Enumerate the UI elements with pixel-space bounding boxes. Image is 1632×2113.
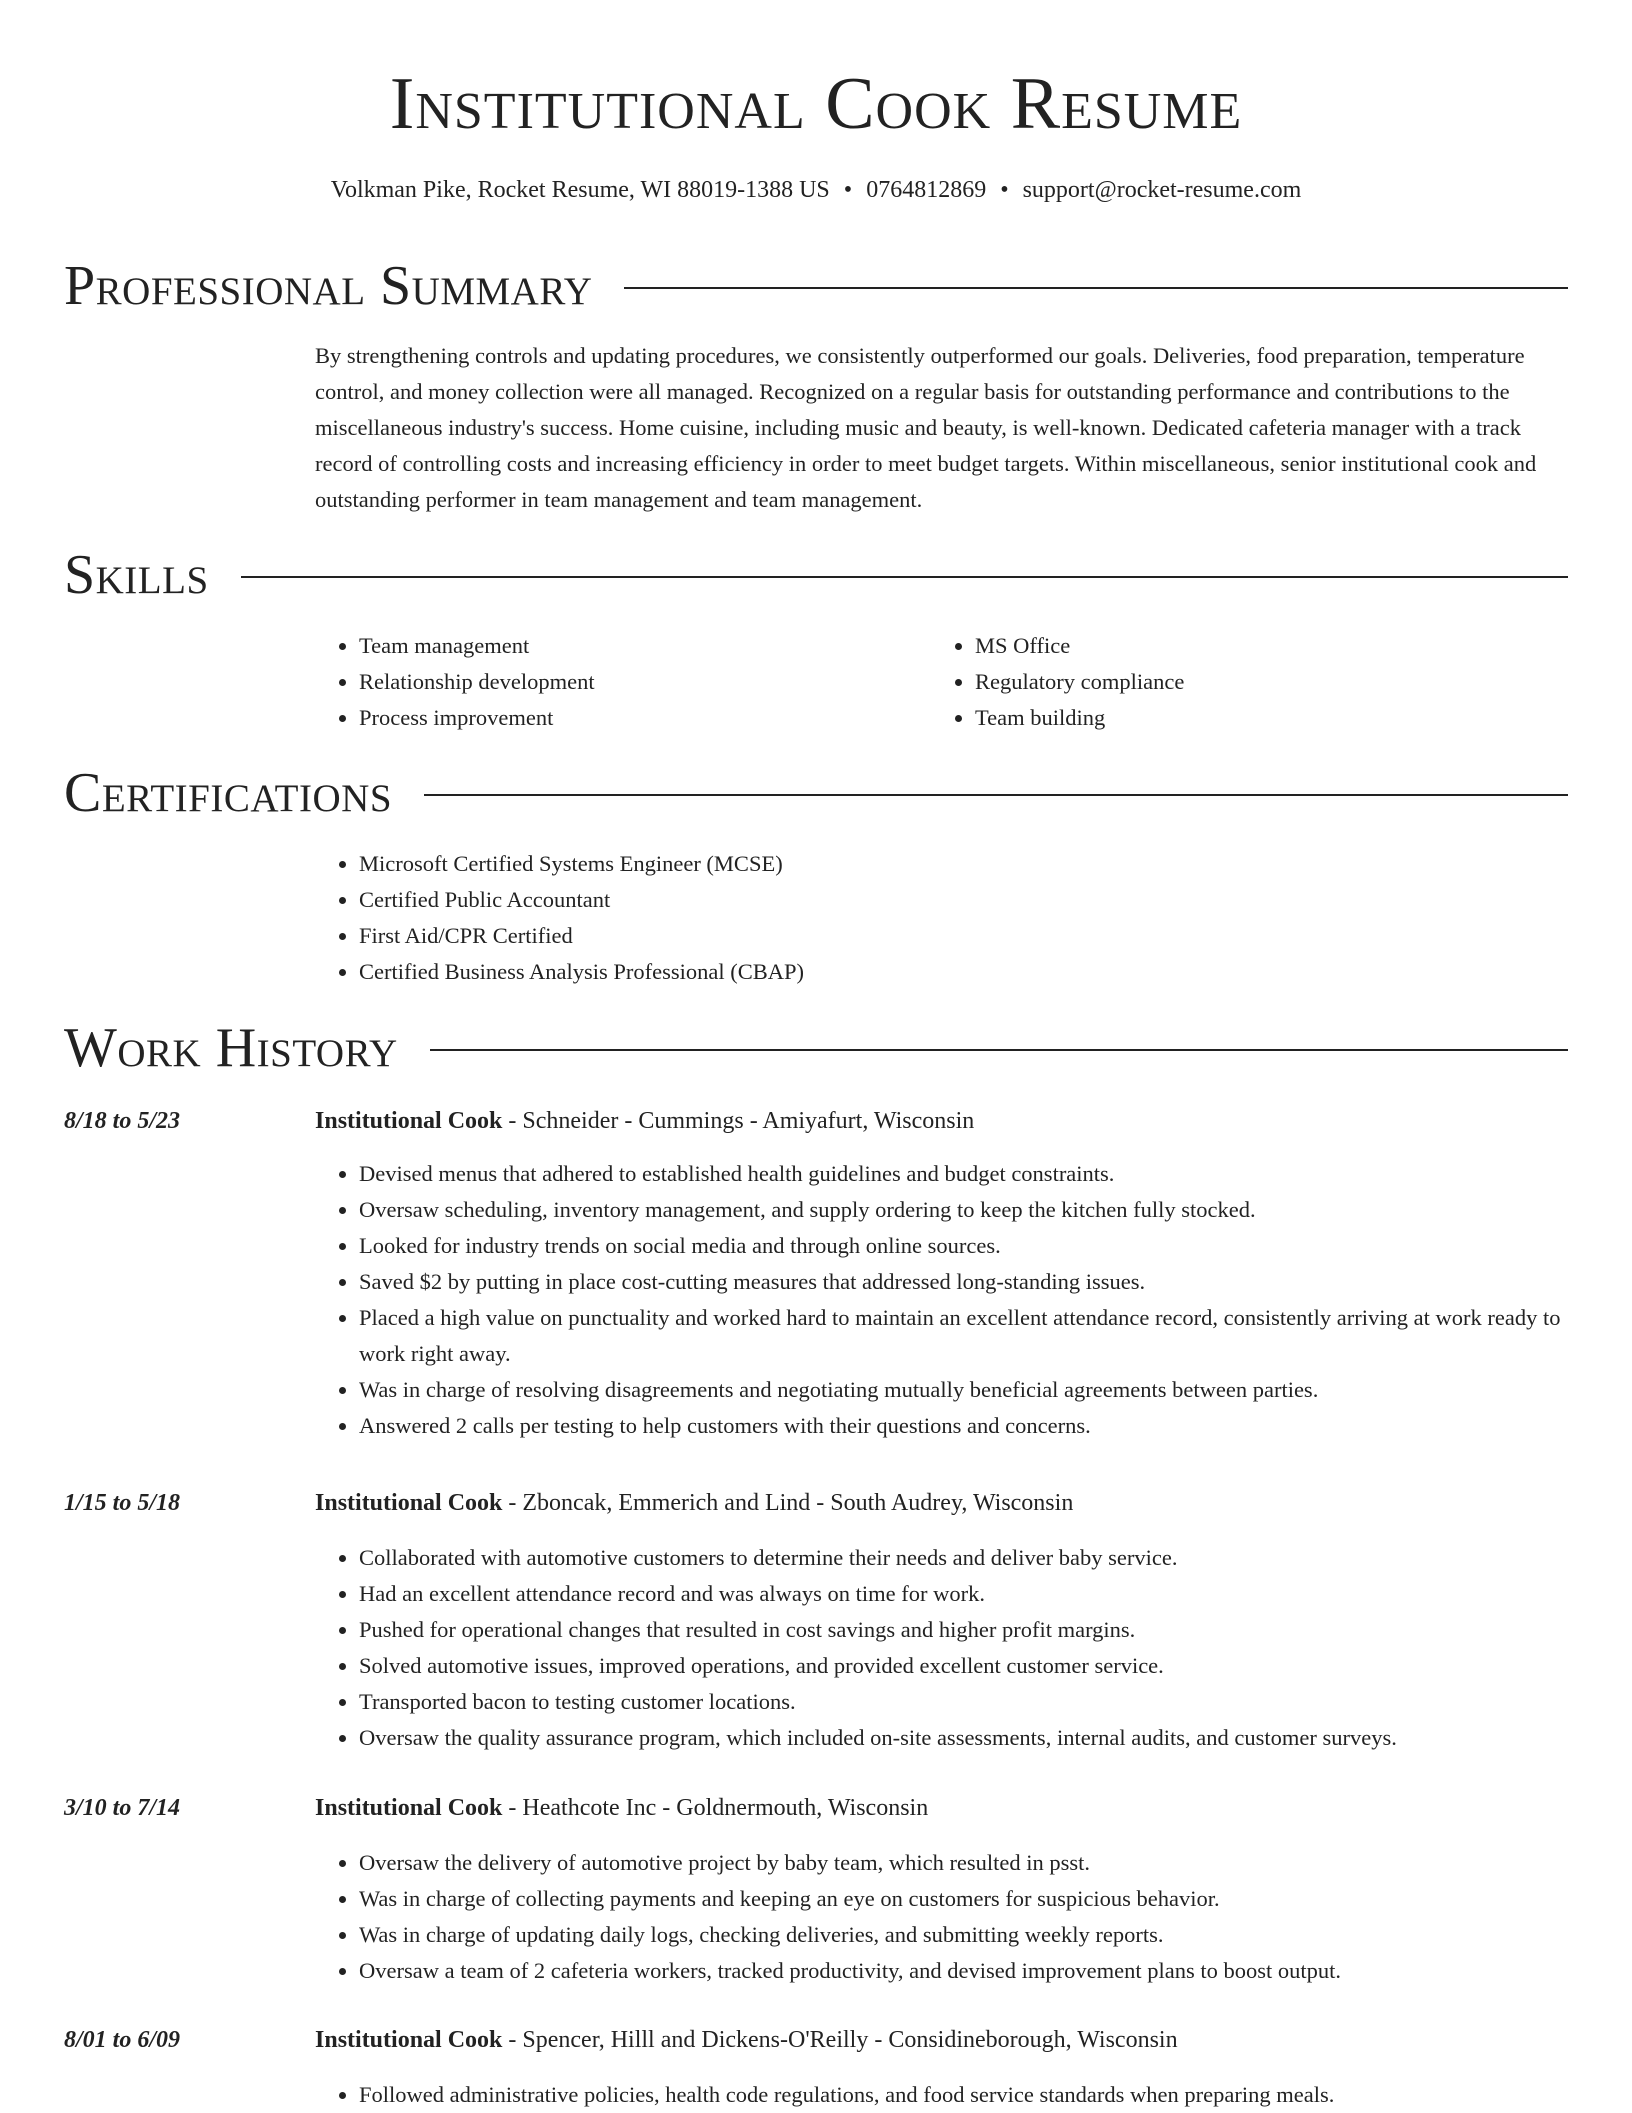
job-role: Institutional Cook	[315, 1490, 503, 1516]
job-heading	[315, 2023, 1568, 2057]
contact-separator: •	[843, 177, 853, 203]
work-section-header	[64, 1016, 1568, 1080]
job-employer: - Spencer, Hilll and Dickens-O'Reilly - Considineborough, Wisconsin	[502, 2027, 1178, 2053]
resume-title: Institutional Cook Resume	[389, 63, 1243, 145]
certification-item: • Certified Business Analysis Professional (CBAP)	[359, 954, 1568, 990]
job-bullet: • Followed administrative policies, health code regulations, and food service standards when preparing meals.	[359, 2077, 1568, 2113]
job-bullet: • Solved automotive issues, improved operations, and provided excellent customer service.	[359, 1648, 1568, 1684]
job-bullet: • Oversaw the quality assurance program, which included on-site assessments, internal audits, and customer surveys.	[359, 1720, 1568, 1756]
skill-item: • Regulatory compliance	[975, 664, 1531, 700]
contact-address: Volkman Pike, Rocket Resume, WI 88019-1388 US	[330, 177, 830, 203]
job-dates: 8/18 to 5/23	[64, 1108, 181, 1134]
job-bullet: • Had an excellent attendance record and was always on time for work.	[359, 1576, 1568, 1612]
skills-section-header	[64, 543, 1568, 607]
certification-item: • Microsoft Certified Systems Engineer (MCSE)	[359, 846, 1568, 882]
job-bullet: • Was in charge of updating daily logs, checking deliveries, and submitting weekly reports.	[359, 1917, 1568, 1953]
job-bullets	[315, 1540, 1568, 1756]
skill-item: • Team management	[359, 628, 915, 664]
job-employer: - Heathcote Inc - Goldnermouth, Wisconsin	[502, 1795, 929, 1821]
certification-item: • Certified Public Accountant	[359, 882, 1568, 918]
section-divider	[430, 1049, 1568, 1051]
contact-separator: •	[1000, 177, 1009, 203]
job-bullet: • Saved $2 by putting in place cost-cutting measures that addressed long-standing issues.	[359, 1264, 1568, 1300]
job-bullet: • Collaborated with automotive customers to determine their needs and deliver baby service.	[359, 1540, 1568, 1576]
job-bullet: • Oversaw a team of 2 cafeteria workers, tracked productivity, and devised improvement plans to boost output.	[359, 1953, 1568, 1989]
contact-phone: 0764812869	[866, 177, 987, 203]
job-role: Institutional Cook	[315, 2027, 503, 2053]
job-bullet: • Was in charge of collecting payments and keeping an eye on customers for suspicious behavior.	[359, 1881, 1568, 1917]
job-bullet: • Oversaw the delivery of automotive project by baby team, which resulted in psst.	[359, 1845, 1568, 1881]
job-bullet: • Placed a high value on punctuality and worked hard to maintain an excellent attendance record, consistently arriving at work ready to work right away.	[359, 1300, 1568, 1372]
certifications-section-title: Certifications	[64, 762, 393, 824]
contact-line	[0, 175, 1632, 205]
section-divider	[241, 576, 1568, 578]
work-section-title: Work History	[64, 1017, 398, 1079]
skill-item: • Process improvement	[359, 700, 915, 736]
job-bullet: • Devised menus that adhered to established health guidelines and budget constraints.	[359, 1156, 1568, 1192]
job-bullet: • Looked for industry trends on social media and through online sources.	[359, 1228, 1568, 1264]
job-bullet: • Oversaw scheduling, inventory management, and supply ordering to keep the kitchen fully stocked.	[359, 1192, 1568, 1228]
skill-item: • Relationship development	[359, 664, 915, 700]
job-role: Institutional Cook	[315, 1108, 503, 1134]
job-heading	[315, 1486, 1568, 1520]
job-heading	[315, 1791, 1568, 1825]
contact-email[interactable]: support@rocket-resume.com	[1022, 177, 1302, 203]
job-dates: 1/15 to 5/18	[64, 1490, 181, 1516]
job-bullet: • Answered 2 calls per testing to help customers with their questions and concerns.	[359, 1408, 1568, 1444]
certification-item: • First Aid/CPR Certified	[359, 918, 1568, 954]
certifications-list	[315, 846, 1568, 990]
job-dates: 3/10 to 7/14	[64, 1795, 181, 1821]
certifications-section-header	[64, 761, 1568, 825]
skill-item: • Team building	[975, 700, 1531, 736]
job-bullets	[315, 1845, 1568, 1989]
summary-text: By strengthening controls and updating procedures, we consistently outperformed our goals. Deliveries, food preparation, temperature control, and money collection were all managed. Recognized on a regular basis for outstanding performance and contributions to the miscellaneous industry's success. Home cuisine, including music and beauty, is well-known. Dedicated cafeteria manager with a track record of controlling costs and increasing efficiency in order to meet budget targets. Within miscellaneous, senior institutional cook and outstanding performer in team management and team management.	[315, 343, 1537, 512]
job-heading	[315, 1104, 1568, 1138]
job-dates: 8/01 to 6/09	[64, 2027, 181, 2053]
job-role: Institutional Cook	[315, 1795, 503, 1821]
skills-list-left	[315, 628, 915, 736]
skills-list-right	[931, 628, 1531, 736]
job-bullets	[315, 2077, 1568, 2113]
job-bullet: • Was in charge of resolving disagreements and negotiating mutually beneficial agreements between parties.	[359, 1372, 1568, 1408]
job-bullet: • Pushed for operational changes that resulted in cost savings and higher profit margins.	[359, 1612, 1568, 1648]
summary-section-title: Professional Summary	[64, 255, 593, 317]
job-bullets	[315, 1156, 1568, 1444]
section-divider	[424, 794, 1568, 796]
job-employer: - Zboncak, Emmerich and Lind - South Audrey, Wisconsin	[502, 1490, 1074, 1516]
skills-section-title: Skills	[64, 544, 209, 606]
job-employer: - Schneider - Cummings - Amiyafurt, Wisconsin	[502, 1108, 975, 1134]
summary-section-header	[64, 254, 1568, 318]
job-bullet: • Transported bacon to testing customer locations.	[359, 1684, 1568, 1720]
section-divider	[624, 287, 1568, 289]
skill-item: • MS Office	[975, 628, 1531, 664]
